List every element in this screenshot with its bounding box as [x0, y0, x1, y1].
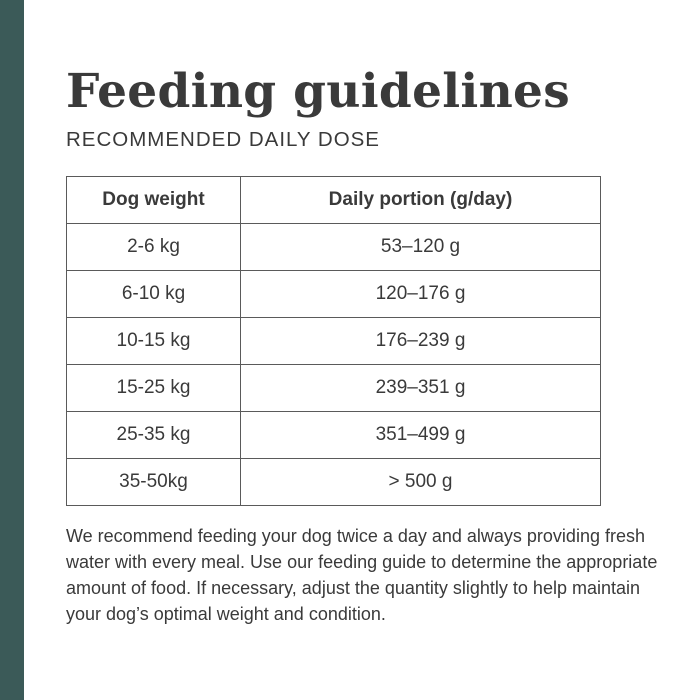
- table-row: [67, 271, 601, 318]
- table-row: [67, 224, 601, 271]
- table-row: [67, 365, 601, 412]
- column-header-dog-weight: Dog weight: [67, 177, 241, 224]
- dog-weight-cell: 15-25 kg: [67, 365, 241, 412]
- dog-weight-cell: 2-6 kg: [67, 224, 241, 271]
- daily-portion-cell: 176–239 g: [241, 318, 601, 365]
- feeding-note: We recommend feeding your dog twice a day and always providing fresh water with every meal. Use our feeding guide to determine the appropriate amount of food. If necessary, adjust the quantity slightly to help maintain your dog’s optimal weight and condition.: [66, 526, 658, 624]
- dog-weight-cell: 10-15 kg: [67, 318, 241, 365]
- table-row: [67, 459, 601, 506]
- feeding-table: [66, 176, 601, 506]
- header: [66, 64, 666, 152]
- table-row: [67, 412, 601, 459]
- page-title: Feeding guidelines: [66, 64, 571, 119]
- daily-portion-cell: > 500 g: [241, 459, 601, 506]
- table-header-row: [67, 177, 601, 224]
- dog-weight-cell: 6-10 kg: [67, 271, 241, 318]
- daily-portion-cell: 239–351 g: [241, 365, 601, 412]
- daily-portion-cell: 351–499 g: [241, 412, 601, 459]
- table-row: [67, 318, 601, 365]
- daily-portion-cell: 53–120 g: [241, 224, 601, 271]
- dog-weight-cell: 35-50kg: [67, 459, 241, 506]
- page-subtitle: RECOMMENDED DAILY DOSE: [66, 128, 380, 151]
- dog-weight-cell: 25-35 kg: [67, 412, 241, 459]
- daily-portion-cell: 120–176 g: [241, 271, 601, 318]
- side-accent-bar: [0, 0, 24, 700]
- column-header-daily-portion: Daily portion (g/day): [241, 177, 601, 224]
